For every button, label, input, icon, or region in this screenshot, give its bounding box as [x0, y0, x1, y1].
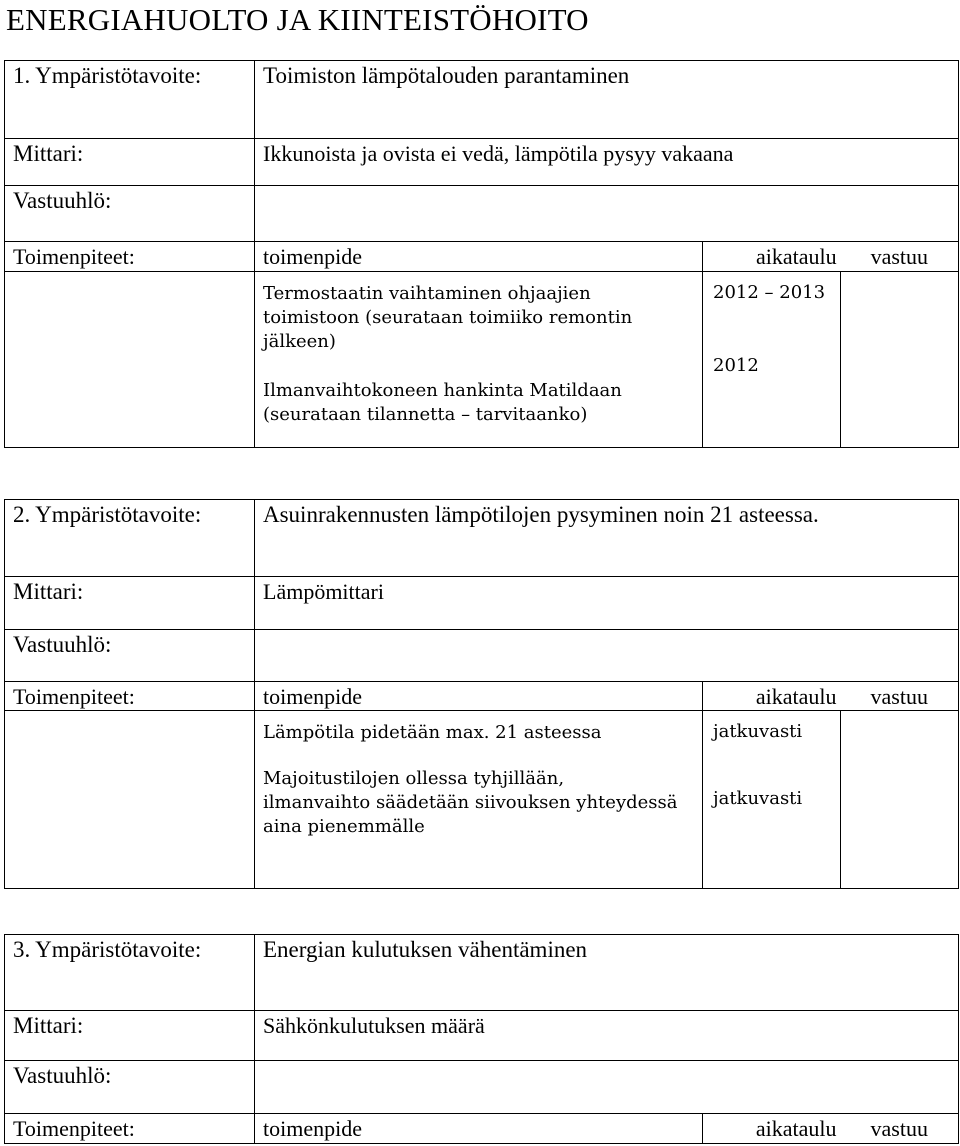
col-header-aikataulu-vastuu: [703, 682, 959, 711]
action-schedule: jatkuvasti: [713, 721, 803, 742]
toimenpiteet-label: Toimenpiteet:: [5, 682, 255, 711]
goal-label: 3. Ympäristötavoite:: [5, 935, 255, 1011]
vastuuhlo-value: [255, 186, 959, 242]
mittari-label: Mittari:: [5, 1011, 255, 1061]
schedule-cell: [703, 711, 841, 889]
action-schedule: jatkuvasti: [713, 788, 803, 809]
actions-spacer: [5, 711, 255, 889]
action-schedule: 2012 – 2013: [713, 282, 826, 303]
actions-spacer: [5, 272, 255, 448]
toimenpiteet-label: Toimenpiteet:: [5, 1114, 255, 1144]
mittari-label: Mittari:: [5, 577, 255, 630]
col-header-aikataulu: aikataulu: [755, 244, 837, 269]
goal-table-3: [4, 934, 959, 1144]
action-list: [255, 272, 703, 448]
col-header-vastuu: vastuu: [870, 1116, 928, 1141]
col-header-toimenpide: toimenpide: [255, 682, 703, 711]
page-title: ENERGIAHUOLTO JA KIINTEISTÖHOITO: [6, 2, 589, 37]
col-header-vastuu: vastuu: [870, 684, 928, 709]
goal-label: 1. Ympäristötavoite:: [5, 61, 255, 139]
action-list: [255, 711, 703, 889]
goal-text: Asuinrakennusten lämpötilojen pysyminen noin 21 asteessa.: [255, 500, 959, 577]
col-header-toimenpide: toimenpide: [255, 1114, 703, 1144]
responsible-cell: [841, 272, 959, 448]
mittari-value: Sähkönkulutuksen määrä: [255, 1011, 959, 1061]
mittari-label: Mittari:: [5, 139, 255, 186]
responsible-cell: [841, 711, 959, 889]
vastuuhlo-label: Vastuuhlö:: [5, 1061, 255, 1114]
action-schedule: 2012: [713, 355, 759, 376]
col-header-toimenpide: toimenpide: [255, 242, 703, 272]
col-header-aikataulu: aikataulu: [755, 1116, 837, 1141]
vastuuhlo-value: [255, 1061, 959, 1114]
mittari-value: Lämpömittari: [255, 577, 959, 630]
goal-table-2: [4, 499, 959, 889]
goal-label: 2. Ympäristötavoite:: [5, 500, 255, 577]
col-header-aikataulu: aikataulu: [755, 684, 837, 709]
col-header-aikataulu-vastuu: [703, 1114, 959, 1144]
toimenpiteet-label: Toimenpiteet:: [5, 242, 255, 272]
mittari-value: Ikkunoista ja ovista ei vedä, lämpötila pysyy vakaana: [255, 139, 959, 186]
vastuuhlo-label: Vastuuhlö:: [5, 186, 255, 242]
goal-text: Energian kulutuksen vähentäminen: [255, 935, 959, 1011]
goal-table-1: [4, 60, 959, 448]
vastuuhlo-value: [255, 630, 959, 682]
col-header-vastuu: vastuu: [870, 244, 929, 269]
vastuuhlo-label: Vastuuhlö:: [5, 630, 255, 682]
action-text: Majoitustilojen ollessa tyhjillään, ilmanvaihto säädetään siivouksen yhteydessä aina pienemmälle: [263, 768, 678, 837]
col-header-aikataulu-vastuu: [703, 242, 959, 272]
action-text: Lämpötila pidetään max. 21 asteessa: [263, 722, 602, 743]
action-text: Ilmanvaihtokoneen hankinta Matildaan (seurataan tilannetta – tarvitaanko): [263, 380, 622, 425]
action-text: Termostaatin vaihtaminen ohjaajien toimistoon (seurataan toimiiko remontin jälkeen): [263, 283, 633, 352]
goal-text: Toimiston lämpötalouden parantaminen: [255, 61, 959, 139]
schedule-cell: [703, 272, 841, 448]
